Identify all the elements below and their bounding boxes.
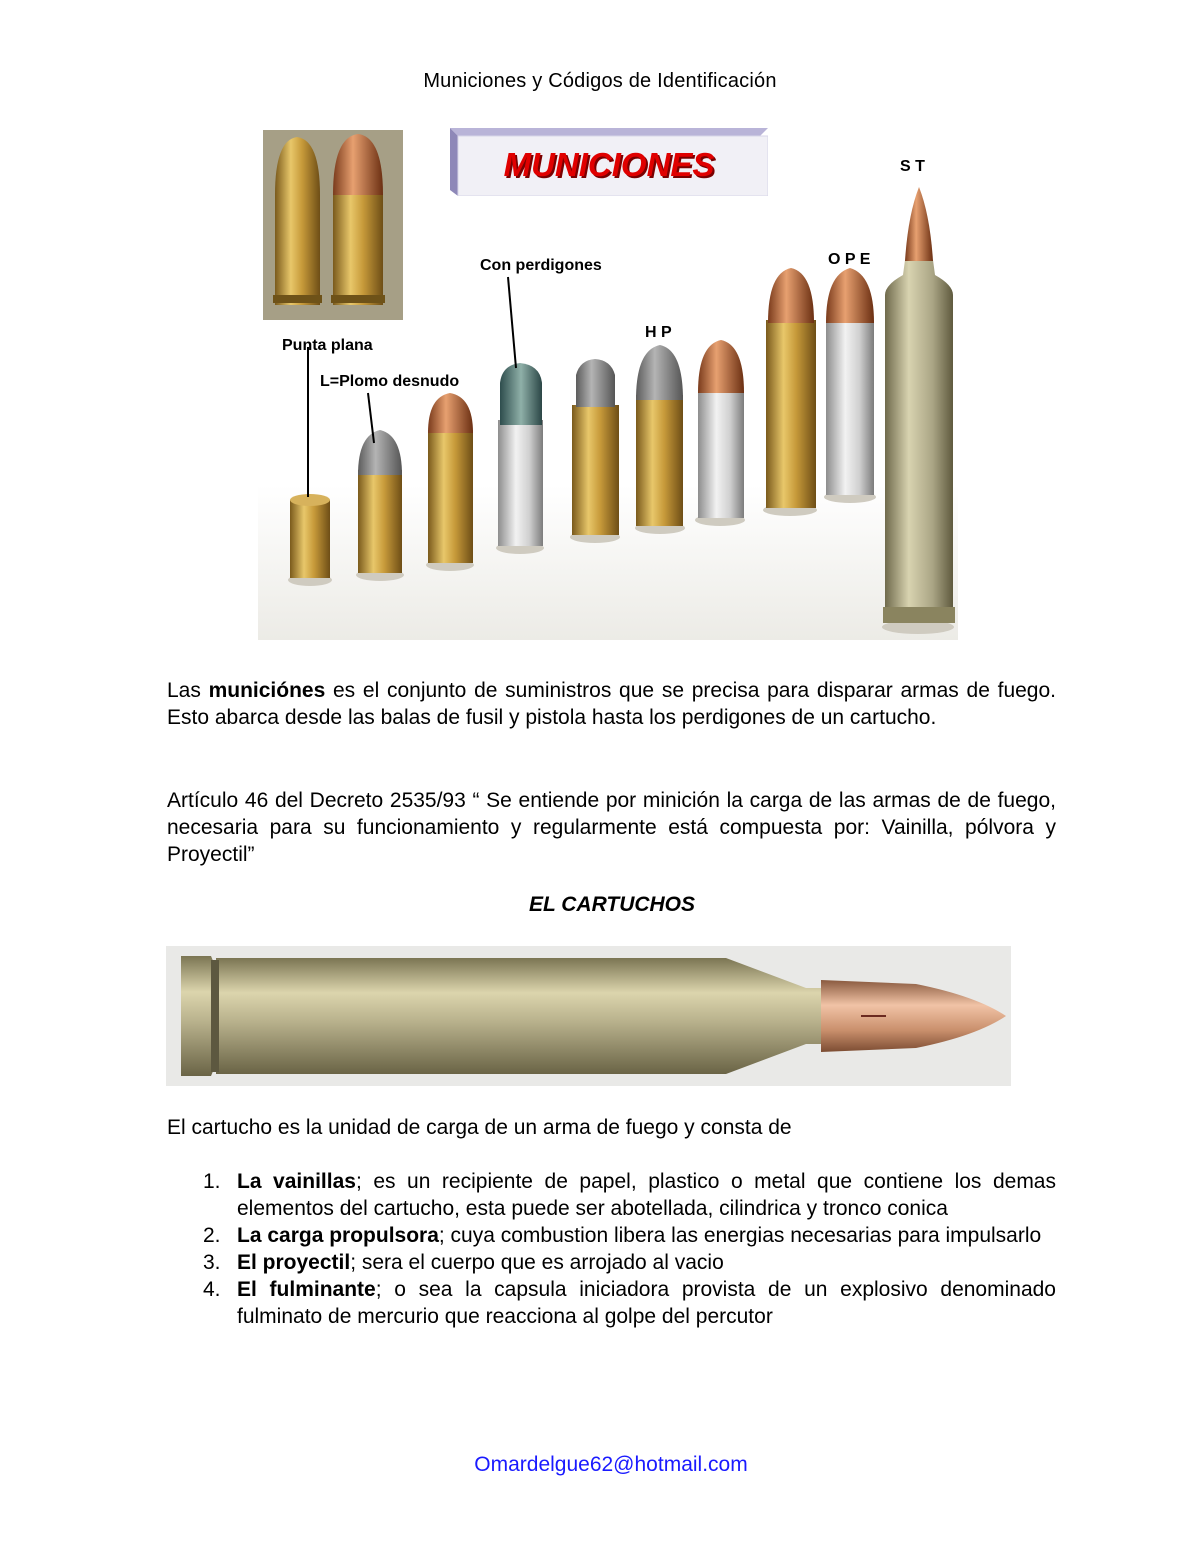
list-text: ; sera el cuerpo que es arrojado al vacio xyxy=(350,1251,724,1274)
municiones-banner xyxy=(450,128,768,196)
label-con-perdigones: Con perdigones xyxy=(480,257,602,274)
intro-text-end: es el conjunto de suministros que se precisa para disparar armas de fuego. Esto abarca desde las balas de fusil y pistola hasta los perdigones de un cartucho. xyxy=(167,679,1056,729)
list-item xyxy=(190,1276,1056,1330)
list-item xyxy=(190,1168,1056,1222)
label-punta-plana: Punta plana xyxy=(282,337,373,354)
intro-paragraph xyxy=(167,677,1056,731)
list-number: 1. xyxy=(203,1170,221,1193)
list-text: ; o sea la capsula iniciadora provista de un explosivo denominado fulminato de mercurio que reacciona al golpe del percutor xyxy=(237,1278,1056,1328)
list-term: La carga propulsora xyxy=(237,1224,439,1247)
list-term: El proyectil xyxy=(237,1251,351,1274)
list-number: 3. xyxy=(203,1251,221,1274)
label-hp: H P xyxy=(645,324,672,341)
list-number: 4. xyxy=(203,1278,221,1301)
list-item xyxy=(190,1249,1056,1276)
list-term: El fulminante xyxy=(237,1278,376,1301)
section-title: EL CARTUCHOS xyxy=(528,893,696,916)
list-term: La vainillas xyxy=(237,1170,356,1193)
list-text: ; cuya combustion libera las energias necesarias para impulsarlo xyxy=(438,1224,1042,1247)
page-header: Municiones y Códigos de Identificación xyxy=(423,70,777,92)
cartridge-image xyxy=(166,946,1011,1086)
list-number: 2. xyxy=(203,1224,221,1247)
list-item xyxy=(190,1222,1056,1249)
intro-text-start: Las xyxy=(167,679,209,702)
cartridge-components-list xyxy=(190,1168,1056,1330)
list-text: ; es un recipiente de papel, plastico o metal que contiene los demas elementos del cartucho, esta puede ser abotellada, cilindrica y tronco conica xyxy=(237,1170,1056,1220)
intro-bold-term: municiónes xyxy=(208,679,326,702)
banner-title: MUNICIONES xyxy=(503,146,715,183)
decree-paragraph: Artículo 46 del Decreto 2535/93 “ Se entiende por minición la carga de las armas de de fuego, necesaria para su funcionamiento y regularmente está compuesta por: Vainilla, pólvora y Proyectil” xyxy=(167,789,1056,866)
ammunition-figure xyxy=(258,125,958,640)
footer-email-link[interactable]: Omardelgue62@hotmail.com xyxy=(474,1453,748,1476)
label-plomo-desnudo: L=Plomo desnudo xyxy=(320,373,460,390)
label-ope: O P E xyxy=(828,251,871,268)
label-st: S T xyxy=(900,158,925,175)
cartridge-intro: El cartucho es la unidad de carga de un arma de fuego y consta de xyxy=(167,1116,792,1139)
